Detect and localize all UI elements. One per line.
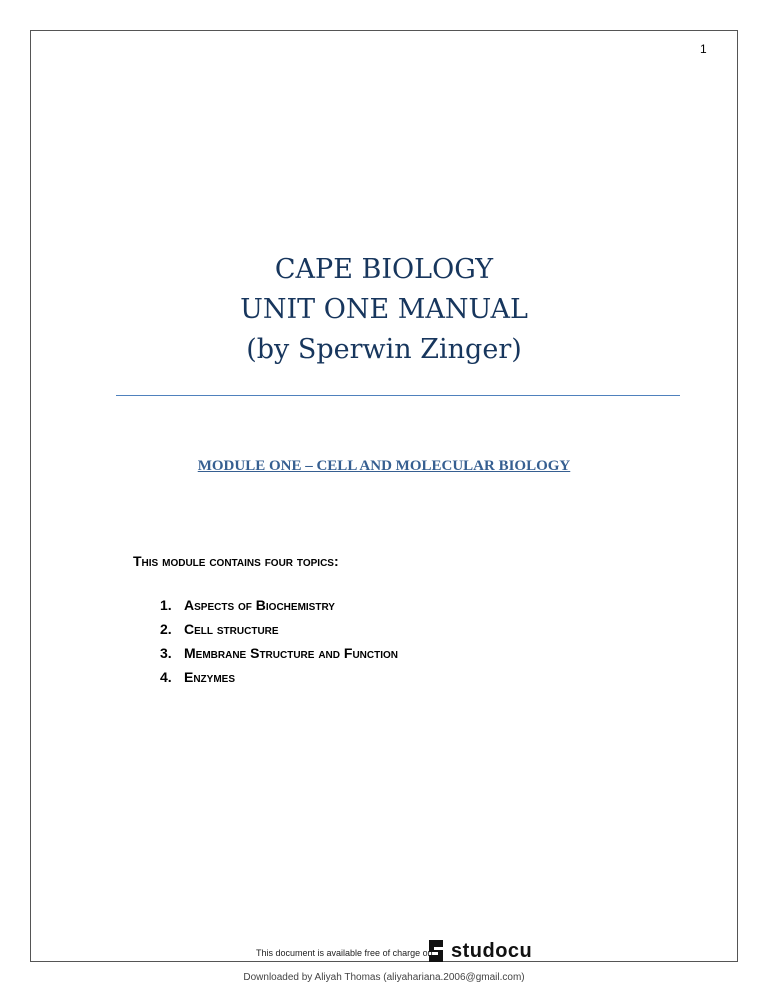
title-line-1: CAPE BIOLOGY [274,254,494,285]
list-item [160,593,398,617]
item-number: 1. [160,597,172,613]
title-line-2: UNIT ONE MANUAL [240,294,528,325]
availability-note: This document is available free of charge on [256,948,433,958]
item-number: 4. [160,669,172,685]
list-item [160,665,398,689]
studocu-logo[interactable] [425,938,532,964]
list-item [160,641,398,665]
title-line-3: (by Sperwin Zinger) [246,334,522,365]
topic-list [160,593,398,689]
studocu-logo-icon [425,938,447,964]
item-number: 2. [160,621,172,637]
list-item [160,617,398,641]
page-number: 1 [700,42,707,56]
download-note: Downloaded by Aliyah Thomas (aliyahariana.2006@gmail.com) [243,972,525,983]
item-number: 3. [160,645,172,661]
page-border [30,30,738,962]
item-label: Enzymes [184,669,236,685]
title-divider [116,395,680,396]
item-label: Aspects of Biochemistry [184,597,335,613]
topics-intro: This module contains four topics: [133,553,339,569]
item-label: Membrane Structure and Function [184,645,398,661]
module-heading-text: MODULE ONE – CELL AND MOLECULAR BIOLOGY [197,458,571,474]
document-title [0,250,768,370]
studocu-brand: studocu [451,939,533,962]
module-heading [0,458,768,475]
item-label: Cell structure [184,621,279,637]
